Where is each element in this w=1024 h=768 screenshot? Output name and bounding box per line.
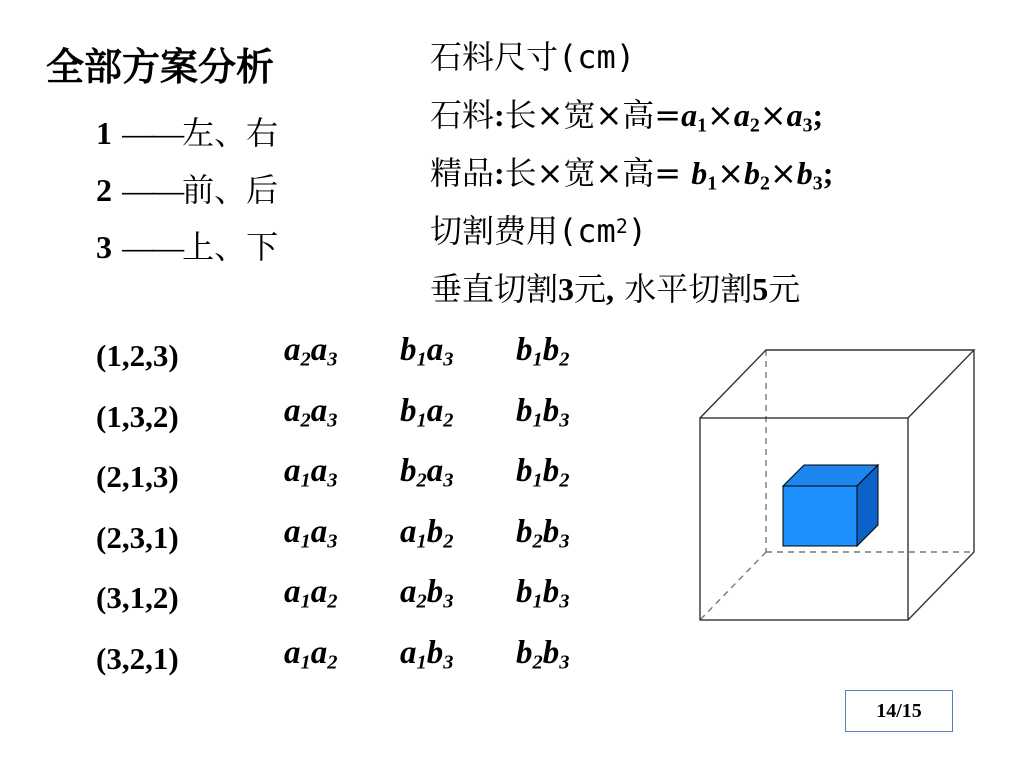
- stone-sub: 1: [697, 114, 708, 137]
- product-end: ;: [822, 155, 834, 191]
- plan-term: $b_1b_3$: [516, 392, 570, 432]
- times-sign: ×: [769, 154, 797, 192]
- direction-number: 2: [96, 172, 112, 208]
- direction-number: 1: [96, 115, 112, 151]
- problem-info: [430, 32, 833, 322]
- plan-term: $a_1a_3$: [284, 513, 338, 553]
- vertical-cut-price: 3: [558, 271, 575, 307]
- cost-unit-exponent: 2: [615, 215, 628, 239]
- horizontal-cut-label: 水平切割: [614, 270, 753, 308]
- stone-sub: 2: [749, 114, 760, 137]
- stone-prefix: 石料: [430, 96, 495, 134]
- stone-end: ;: [812, 97, 824, 133]
- stone-sub: 3: [802, 114, 813, 137]
- product-var: b: [744, 155, 761, 191]
- stone-dimensions: [430, 90, 833, 148]
- plan-term: $b_2a_3$: [400, 453, 454, 492]
- plan-term: $a_1b_2$: [400, 513, 454, 553]
- plan-permutation: (3,1,2): [96, 580, 179, 615]
- direction-label: 上、下: [182, 228, 279, 266]
- direction-label: 前、后: [182, 171, 279, 209]
- direction-dash: ——: [122, 229, 183, 265]
- hidden-edge: [700, 552, 766, 620]
- plan-term: $b_1b_2$: [516, 453, 570, 492]
- cut-prices: [430, 264, 833, 322]
- plan-term: $a_1a_2$: [284, 634, 338, 674]
- plan-term: $b_1b_2$: [516, 332, 570, 371]
- product-sub: 2: [760, 172, 770, 195]
- product-dimensions: [430, 148, 833, 206]
- plan-permutation: (2,1,3): [96, 459, 179, 494]
- plan-term: $a_2a_3$: [284, 332, 338, 371]
- direction-number: 3: [96, 229, 112, 265]
- stone-size-unit: (cm): [558, 38, 636, 76]
- stone-dims-label: 长×宽×高=: [504, 96, 682, 134]
- plan-term: $a_2a_3$: [284, 392, 338, 432]
- page-indicator: 14/15: [845, 690, 953, 732]
- direction-dash: ——: [122, 172, 183, 208]
- slide-title: 全部方案分析: [46, 45, 275, 89]
- inner-front-face: [783, 486, 857, 546]
- horizontal-cut-price: 5: [752, 271, 769, 307]
- plan-term: $a_1a_2$: [284, 574, 338, 613]
- cube-diagram: [690, 340, 985, 630]
- direction-item: [96, 167, 278, 224]
- vertical-cut-label: 垂直切割: [430, 270, 559, 308]
- stone-var: a: [733, 97, 750, 133]
- direction-label: 左、右: [182, 114, 279, 152]
- cost-unit: (cm: [558, 212, 616, 250]
- plan-term: $a_1b_3$: [400, 634, 454, 674]
- plan-term: $a_2b_3$: [400, 574, 454, 613]
- price-separator: ,: [606, 271, 615, 307]
- cost-heading: [430, 206, 833, 264]
- cost-unit-close: ): [627, 212, 648, 250]
- product-prefix: 精品: [430, 154, 495, 192]
- cost-label: 切割费用: [430, 212, 559, 250]
- times-sign: ×: [759, 96, 787, 134]
- product-colon: :: [494, 155, 505, 191]
- plan-permutation: (1,2,3): [96, 338, 179, 373]
- plan-permutation: (2,3,1): [96, 519, 179, 555]
- yuan-unit: 元: [768, 270, 801, 308]
- direction-item: [96, 110, 278, 167]
- product-sub: 1: [707, 172, 718, 195]
- stone-size-heading: [430, 32, 833, 90]
- product-dims-label: 长×宽×高=: [504, 154, 682, 192]
- stone-var: a: [681, 97, 698, 133]
- plan-permutation: (3,2,1): [96, 640, 179, 676]
- direction-item: [96, 224, 278, 281]
- inner-product-cube: [783, 465, 878, 546]
- times-sign: ×: [717, 154, 745, 192]
- plan-term: $a_1a_3$: [284, 453, 338, 492]
- yuan-unit: 元: [574, 270, 607, 308]
- top-edges: [700, 350, 974, 418]
- plan-term: $b_1b_3$: [516, 574, 570, 613]
- product-var: b: [796, 155, 813, 191]
- plan-term: $b_1a_2$: [400, 392, 454, 432]
- direction-legend: [96, 110, 278, 281]
- times-sign: ×: [707, 96, 734, 134]
- right-edges: [908, 350, 974, 620]
- product-sub: 3: [812, 172, 823, 195]
- stone-size-label: 石料尺寸: [430, 38, 559, 76]
- product-var: b: [691, 155, 708, 191]
- plan-permutation: (1,3,2): [96, 398, 179, 434]
- stone-colon: :: [494, 97, 505, 133]
- stone-var: a: [786, 97, 803, 133]
- plan-term: $b_1a_3$: [400, 332, 454, 371]
- direction-dash: ——: [122, 115, 183, 151]
- plan-term: $b_2b_3$: [516, 634, 570, 674]
- plan-term: $b_2b_3$: [516, 513, 570, 553]
